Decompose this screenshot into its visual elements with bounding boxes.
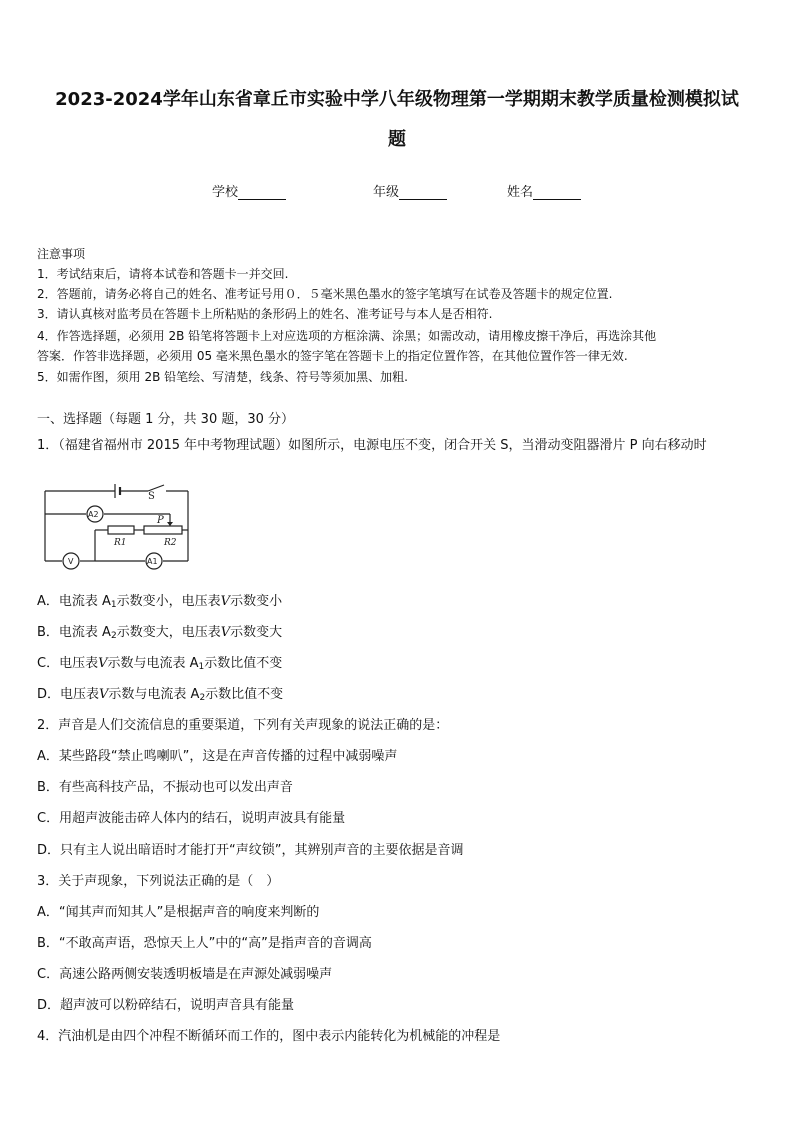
question-3-stem: 3．关于声现象，下列说法正确的是（ ） (37, 874, 280, 889)
grade-label: 年级 (373, 185, 400, 200)
section-heading: 一、选择题（每题 1 分，共 30 题，30 分） (37, 412, 295, 427)
grade-field (373, 181, 447, 200)
question-3-option-d[interactable]: D．超声波可以粉碎结石，说明声音具有能量 (37, 998, 295, 1013)
school-label: 学校 (212, 185, 239, 200)
question-4-stem: 4．汽油机是由四个冲程不断循环而工作的，图中表示内能转化为机械能的冲程是 (37, 1029, 501, 1044)
notice-item: 5．如需作图，须用 2B 铅笔绘、写清楚，线条、符号等须加黑、加粗. (37, 370, 408, 384)
ammeter-a1-label: A1 (147, 557, 158, 566)
question-3-option-c[interactable]: C．高速公路两侧安装透明板墙是在声源处减弱噪声 (37, 967, 333, 982)
switch-label: S (148, 491, 155, 502)
question-2-option-c[interactable]: C．用超声波能击碎人体内的结石，说明声波具有能量 (37, 811, 346, 826)
question-1-option-b[interactable]: B．电流表 $A_2$示数变大，电压表V示数变大 (37, 625, 283, 641)
voltmeter-label: V (68, 557, 74, 566)
question-2-option-a[interactable]: A．某些路段“禁止鸣喇叭”，这是在声音传播的过程中减弱噪声 (37, 749, 398, 764)
name-field (507, 181, 581, 200)
question-2-option-b[interactable]: B．有些高科技产品，不振动也可以发出声音 (37, 780, 293, 795)
name-blank[interactable] (533, 187, 581, 200)
slider-label: P (157, 515, 164, 526)
school-field (212, 181, 286, 200)
name-label: 姓名 (507, 185, 534, 200)
circuit-diagram (40, 476, 190, 576)
notice-item: 4．作答选择题，必须用 2B 铅笔将答题卡上对应选项的方框涂满、涂黑；如需改动，请用橡皮擦干净后，再选涂其他 (37, 329, 657, 343)
notice-item: 答案．作答非选择题，必须用 05 毫米黑色墨水的签字笔在答题卡上的指定位置作答，在其他位置作答一律无效. (37, 349, 628, 363)
question-1-stem: 1．（福建省福州市 2015 年中考物理试题）如图所示，电源电压不变，闭合开关 S，当滑动变阻器滑片 P 向右移动时 (37, 438, 707, 453)
notice-item: 2．答题前，请务必将自己的姓名、准考证号用０．５毫米黑色墨水的签字笔填写在试卷及答题卡的规定位置. (37, 287, 613, 301)
school-blank[interactable] (238, 187, 286, 200)
r1-label: R1 (114, 538, 127, 548)
notice-item: 1．考试结束后，请将本试卷和答题卡一并交回. (37, 267, 289, 281)
page-title-line1: 2023-2024学年山东省章丘市实验中学八年级物理第一学期期末教学质量检测模拟试 (55, 89, 739, 110)
r2-label: R2 (164, 538, 177, 548)
question-3-option-b[interactable]: B．“不敢高声语，恐惊天上人”中的“高”是指声音的音调高 (37, 936, 372, 951)
question-2-stem: 2．声音是人们交流信息的重要渠道，下列有关声现象的说法正确的是： (37, 718, 449, 733)
ammeter-a2-label: A2 (88, 510, 99, 519)
question-1-option-d[interactable]: D．电压表V示数与电流表 $A_2$示数比值不变 (37, 687, 284, 703)
grade-blank[interactable] (399, 187, 447, 200)
notice-heading: 注意事项 (37, 247, 86, 261)
notice-item: 3．请认真核对监考员在答题卡上所粘贴的条形码上的姓名、准考证号与本人是否相符. (37, 307, 493, 321)
page-title-line2: 题 (388, 129, 406, 150)
question-2-option-d[interactable]: D．只有主人说出暗语时才能打开“声纹锁”，其辨别声音的主要依据是音调 (37, 843, 464, 858)
question-1-option-a[interactable]: A．电流表 $A_1$示数变小，电压表V示数变小 (37, 594, 283, 610)
question-1-option-c[interactable]: C．电压表V示数与电流表 $A_1$示数比值不变 (37, 656, 283, 672)
question-3-option-a[interactable]: A．“闻其声而知其人”是根据声音的响度来判断的 (37, 905, 320, 920)
